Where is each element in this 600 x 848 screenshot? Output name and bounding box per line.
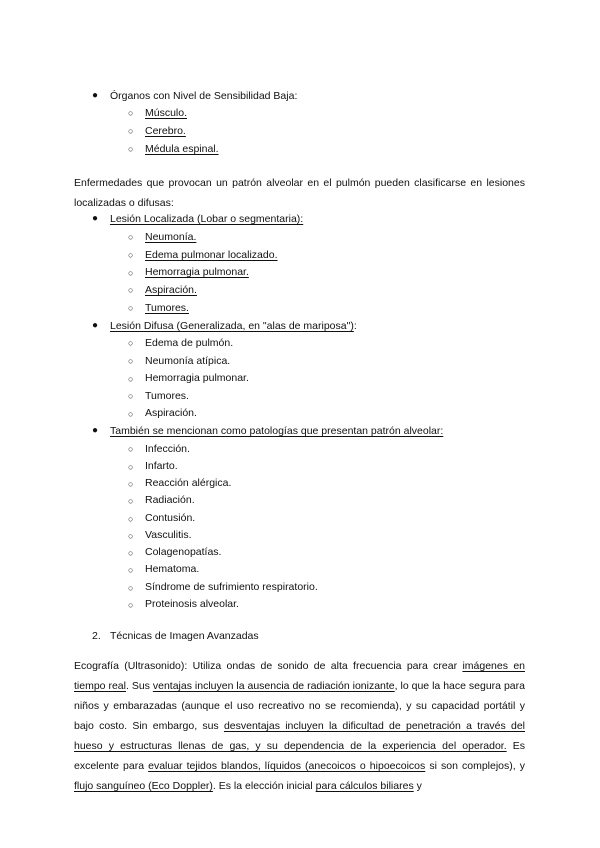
section-number: 2. — [92, 630, 101, 642]
list-item: Vasculitis. — [145, 529, 192, 541]
hollow-bullet-icon: ○ — [128, 444, 134, 454]
hollow-bullet-icon: ○ — [128, 462, 134, 472]
eco-underline-1: imágenes en tiempo real — [74, 660, 525, 692]
hollow-bullet-icon: ○ — [128, 144, 134, 154]
hollow-bullet-icon: ○ — [128, 496, 134, 506]
list-item: Músculo. — [145, 107, 188, 119]
list-title-low-sensitivity: Órganos con Nivel de Sensibilidad Baja: — [110, 90, 298, 102]
hollow-bullet-icon: ○ — [128, 391, 134, 401]
eco-text-6: . Es la elección inicial — [212, 780, 316, 792]
hollow-bullet-icon: ○ — [128, 126, 134, 136]
bullet-icon: ● — [92, 320, 99, 331]
list-item: Reacción alérgica. — [145, 477, 232, 489]
list-item: Contusión. — [145, 512, 196, 524]
hollow-bullet-icon: ○ — [128, 565, 134, 575]
eco-text-2: . Sus — [125, 680, 153, 692]
list-item: Proteinosis alveolar. — [145, 598, 239, 610]
alveolar-intro-paragraph: Enfermedades que provocan un patrón alveolar en el pulmón pueden clasificarse en lesiones localizadas o difusas: — [74, 177, 525, 209]
list-item: Aspiración. — [145, 407, 197, 419]
eco-text-1: Ecografía (Ultrasonido): Utiliza ondas de sonido de alta frecuencia para crear — [74, 660, 463, 672]
list-item: Radiación. — [145, 494, 195, 506]
list-item: Neumonía atípica. — [145, 355, 231, 367]
bullet-icon: ● — [92, 213, 99, 224]
eco-text-4: Es excelente para — [74, 740, 526, 772]
hollow-bullet-icon: ○ — [128, 268, 134, 278]
hollow-bullet-icon: ○ — [128, 250, 134, 260]
hollow-bullet-icon: ○ — [128, 514, 134, 524]
eco-text-5: si son complejos), y — [425, 760, 525, 772]
list-item: Neumonía. — [145, 231, 197, 243]
eco-text-3: , lo que la hace segura para niños y embarazadas (aunque el uso recreativo no se recomienda), y su capacidad portátil y bajo costo. Sin embargo, sus — [74, 680, 525, 732]
hollow-bullet-icon: ○ — [128, 303, 134, 313]
eco-underline-3: desventajas incluyen la dificultad de penetración a través del hueso y estructuras llenas de gas, y su dependencia de la experiencia del operador. — [74, 720, 526, 752]
hollow-bullet-icon: ○ — [128, 600, 134, 610]
hollow-bullet-icon: ○ — [128, 338, 134, 348]
eco-text-7: y — [413, 780, 422, 792]
hollow-bullet-icon: ○ — [128, 409, 134, 419]
bullet-icon: ● — [92, 90, 99, 101]
list-item: Aspiración. — [145, 284, 197, 296]
hollow-bullet-icon: ○ — [128, 531, 134, 541]
hollow-bullet-icon: ○ — [128, 583, 134, 593]
hollow-bullet-icon: ○ — [128, 548, 134, 558]
bullet-icon: ● — [92, 425, 99, 436]
list-item: Infarto. — [145, 460, 178, 472]
list-item: Cerebro. — [145, 125, 186, 137]
list-item: Hemorragia pulmonar. — [145, 266, 249, 278]
list-title-others: También se mencionan como patologías que presentan patrón alveolar: — [110, 425, 444, 437]
list-title-localized: Lesión Localizada (Lobar o segmentaria): — [110, 213, 304, 225]
list-item: Hemorragia pulmonar. — [145, 372, 249, 384]
section-title: Técnicas de Imagen Avanzadas — [110, 630, 259, 642]
hollow-bullet-icon: ○ — [128, 356, 134, 366]
hollow-bullet-icon: ○ — [128, 232, 134, 242]
hollow-bullet-icon: ○ — [128, 479, 134, 489]
eco-underline-2: ventajas incluyen la ausencia de radiación ionizante — [152, 680, 395, 692]
eco-underline-5: flujo sanguíneo (Eco Doppler) — [74, 780, 213, 792]
list-item: Hematoma. — [145, 563, 200, 575]
list-item: Síndrome de sufrimiento respiratorio. — [145, 581, 318, 593]
ecografia-paragraph — [74, 656, 525, 796]
hollow-bullet-icon: ○ — [128, 108, 134, 118]
eco-underline-4: evaluar tejidos blandos, líquidos (anecoicos o hipoecoicos — [148, 760, 426, 772]
list-title-diffuse — [110, 320, 357, 332]
list-title-diffuse-suffix: : — [353, 320, 357, 332]
list-item: Infección. — [145, 443, 190, 455]
list-item: Edema de pulmón. — [145, 337, 234, 349]
list-item: Médula espinal. — [145, 143, 219, 155]
list-title-diffuse-text: Lesión Difusa (Generalizada, en "alas de mariposa") — [110, 320, 354, 332]
list-item: Colagenopatías. — [145, 546, 222, 558]
list-item: Edema pulmonar localizado. — [145, 249, 278, 261]
list-item: Tumores. — [145, 302, 189, 314]
eco-underline-6: para cálculos biliares — [315, 780, 414, 792]
hollow-bullet-icon: ○ — [128, 285, 134, 295]
hollow-bullet-icon: ○ — [128, 374, 134, 384]
list-item: Tumores. — [145, 390, 189, 402]
